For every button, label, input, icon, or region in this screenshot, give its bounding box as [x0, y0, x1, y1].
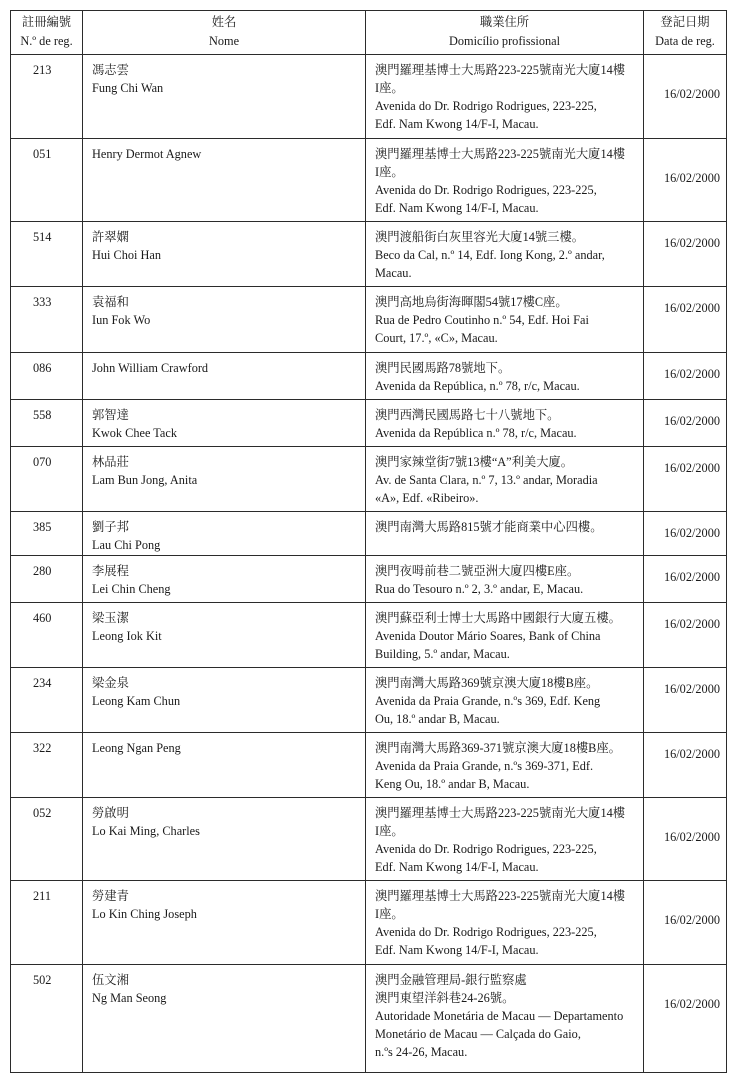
table-row [11, 222, 727, 287]
name-chinese: 李展程 [92, 564, 129, 578]
header-name-cn: 姓名 [211, 15, 237, 29]
name-cell [83, 881, 366, 965]
header-date-pt: Data de reg. [655, 34, 715, 48]
address-cell [366, 668, 644, 733]
address-line: Autoridade Monetária de Macau — Departamento [375, 1009, 624, 1023]
registry-rows [11, 55, 727, 1073]
address-cell [366, 512, 644, 556]
address-line: I座。 [375, 907, 404, 921]
address-line: I座。 [375, 824, 404, 838]
address-cell [366, 798, 644, 881]
reg-number: 051 [11, 139, 83, 222]
reg-number: 280 [11, 556, 83, 603]
address-cell [366, 556, 644, 603]
registration-date: 16/02/2000 [644, 881, 727, 965]
header-reg-cn: 註冊編號 [21, 15, 72, 29]
name-chinese: 劉子邦 [92, 520, 129, 534]
name-chinese: 梁金泉 [92, 676, 129, 690]
address-line: 澳門金融管理局-銀行監察處 [375, 973, 527, 987]
table-row [11, 512, 727, 556]
name-latin: Leong Iok Kit [92, 629, 162, 643]
address-line: 澳門夜呣前巷二號亞洲大廈四樓E座。 [375, 564, 580, 578]
table-row [11, 287, 727, 353]
name-latin: Ng Man Seong [92, 991, 167, 1005]
address-line: Avenida da República n.º 78, r/c, Macau. [375, 426, 577, 440]
address-line: 澳門東望洋斜巷24-26號。 [375, 991, 515, 1005]
address-cell [366, 139, 644, 222]
address-line: Court, 17.º, «C», Macau. [375, 331, 498, 345]
address-line: 澳門南灣大馬路369-371號京澳大廈18樓B座。 [375, 741, 621, 755]
name-cell [83, 798, 366, 881]
address-line: Ou, 18.º andar B, Macau. [375, 712, 500, 726]
name-cell [83, 512, 366, 556]
header-date-cn: 登記日期 [660, 15, 710, 29]
table-row [11, 55, 727, 139]
table-row [11, 353, 727, 400]
address-line: Macau. [375, 266, 412, 280]
name-cell [83, 447, 366, 512]
header-reg [11, 11, 83, 55]
registration-date: 16/02/2000 [644, 668, 727, 733]
header-name [83, 11, 366, 55]
registration-date: 16/02/2000 [644, 55, 727, 139]
address-line: n.ºs 24-26, Macau. [375, 1045, 468, 1059]
reg-number: 558 [11, 400, 83, 447]
name-chinese: 林品莊 [92, 455, 129, 469]
address-cell [366, 881, 644, 965]
address-line: I座。 [375, 81, 404, 95]
address-line: Avenida da Praia Grande, n.ºs 369-371, Edf. [375, 759, 594, 773]
name-chinese: 許翠嫻 [92, 230, 129, 244]
name-cell [83, 556, 366, 603]
registration-date: 16/02/2000 [644, 512, 727, 556]
name-cell [83, 55, 366, 139]
name-latin: Iun Fok Wo [92, 313, 151, 327]
address-line: Building, 5.º andar, Macau. [375, 647, 510, 661]
registration-date: 16/02/2000 [644, 556, 727, 603]
address-line: 澳門羅理基博士大馬路223-225號南光大廈14樓 [375, 806, 626, 820]
address-cell [366, 287, 644, 353]
address-line: Monetário de Macau — Calçada do Gaio, [375, 1027, 581, 1041]
name-cell [83, 222, 366, 287]
header-name-pt: Nome [208, 34, 240, 48]
address-line: Av. de Santa Clara, n.º 7, 13.º andar, Moradia [375, 473, 598, 487]
header-reg-pt: N.º de reg. [20, 34, 73, 48]
table-row [11, 400, 727, 447]
address-line: Edf. Nam Kwong 14/F-I, Macau. [375, 943, 539, 957]
name-latin: Hui Choi Han [92, 248, 161, 262]
table-row [11, 733, 727, 798]
address-line: I座。 [375, 165, 404, 179]
address-cell [366, 447, 644, 512]
table-row [11, 603, 727, 668]
name-chinese: 郭智達 [92, 408, 129, 422]
reg-number: 322 [11, 733, 83, 798]
registry-table [10, 10, 727, 1073]
table-row [11, 668, 727, 733]
address-line: 澳門高地烏街海暉閣54號17樓C座。 [375, 295, 568, 309]
reg-number: 211 [11, 881, 83, 965]
name-latin: Lo Kai Ming, Charles [92, 824, 200, 838]
address-line: Avenida do Dr. Rodrigo Rodrigues, 223-225, [375, 925, 597, 939]
table-row [11, 798, 727, 881]
name-cell [83, 733, 366, 798]
name-cell [83, 668, 366, 733]
reg-number: 333 [11, 287, 83, 353]
registration-date: 16/02/2000 [644, 798, 727, 881]
address-line: Keng Ou, 18.º andar B, Macau. [375, 777, 530, 791]
name-latin: Lo Kin Ching Joseph [92, 907, 197, 921]
name-chinese: 勞啟明 [92, 806, 129, 820]
reg-number: 213 [11, 55, 83, 139]
name-latin: Leong Ngan Peng [92, 741, 181, 755]
address-cell [366, 222, 644, 287]
name-chinese: 梁玉潔 [92, 611, 129, 625]
reg-number: 070 [11, 447, 83, 512]
registration-date: 16/02/2000 [644, 287, 727, 353]
address-cell [366, 353, 644, 400]
name-latin: Lei Chin Cheng [92, 582, 171, 596]
reg-number: 502 [11, 965, 83, 1073]
reg-number: 234 [11, 668, 83, 733]
address-line: 澳門民國馬路78號地下。 [375, 361, 511, 375]
address-line: 澳門羅理基博士大馬路223-225號南光大廈14樓 [375, 63, 626, 77]
address-line: 澳門蘇亞利士博士大馬路中國銀行大廈五樓。 [375, 611, 621, 625]
address-cell [366, 965, 644, 1073]
address-line: Avenida do Dr. Rodrigo Rodrigues, 223-225, [375, 842, 597, 856]
reg-number: 385 [11, 512, 83, 556]
registration-date: 16/02/2000 [644, 139, 727, 222]
address-cell [366, 55, 644, 139]
address-line: Avenida da Praia Grande, n.ºs 369, Edf. Keng [375, 694, 601, 708]
table-row [11, 139, 727, 222]
address-line: Avenida Doutor Mário Soares, Bank of China [375, 629, 601, 643]
header-row [11, 11, 727, 55]
address-line: Edf. Nam Kwong 14/F-I, Macau. [375, 860, 539, 874]
address-line: Avenida do Dr. Rodrigo Rodrigues, 223-225, [375, 183, 597, 197]
registration-date: 16/02/2000 [644, 222, 727, 287]
name-cell [83, 139, 366, 222]
name-chinese: 袁福和 [92, 295, 129, 309]
name-latin: Lau Chi Pong [92, 538, 161, 552]
table-row [11, 881, 727, 965]
name-cell [83, 965, 366, 1073]
address-line: 澳門南灣大馬路369號京澳大廈18樓B座。 [375, 676, 599, 690]
address-line: Rua de Pedro Coutinho n.º 54, Edf. Hoi Fai [375, 313, 589, 327]
address-line: Avenida do Dr. Rodrigo Rodrigues, 223-225, [375, 99, 597, 113]
table-row [11, 965, 727, 1073]
address-cell [366, 400, 644, 447]
table-row [11, 447, 727, 512]
address-line: 澳門家辣堂街7號13樓“A”利美大廈。 [375, 455, 574, 469]
registration-date: 16/02/2000 [644, 400, 727, 447]
address-line: Edf. Nam Kwong 14/F-I, Macau. [375, 117, 539, 131]
reg-number: 086 [11, 353, 83, 400]
registration-date: 16/02/2000 [644, 447, 727, 512]
address-line: 澳門南灣大馬路815號才能商業中心四樓。 [375, 520, 603, 534]
address-cell [366, 603, 644, 668]
reg-number: 052 [11, 798, 83, 881]
name-cell [83, 353, 366, 400]
registration-date: 16/02/2000 [644, 353, 727, 400]
name-latin: John William Crawford [92, 361, 209, 375]
reg-number: 514 [11, 222, 83, 287]
name-latin: Kwok Chee Tack [92, 426, 177, 440]
address-line: Rua do Tesouro n.º 2, 3.º andar, E, Macau. [375, 582, 584, 596]
address-cell [366, 733, 644, 798]
header-date [644, 11, 727, 55]
name-latin: Lam Bun Jong, Anita [92, 473, 198, 487]
reg-number: 460 [11, 603, 83, 668]
table-row [11, 556, 727, 603]
name-cell [83, 400, 366, 447]
address-line: Avenida da República, n.º 78, r/c, Macau. [375, 379, 580, 393]
name-latin: Henry Dermot Agnew [92, 147, 202, 161]
name-cell [83, 603, 366, 668]
name-chinese: 馮志雲 [92, 63, 129, 77]
registration-date: 16/02/2000 [644, 733, 727, 798]
name-chinese: 勞建青 [92, 889, 129, 903]
header-address [366, 11, 644, 55]
header-address-cn: 職業住所 [479, 15, 530, 29]
address-line: Edf. Nam Kwong 14/F-I, Macau. [375, 201, 539, 215]
address-line: 澳門羅理基博士大馬路223-225號南光大廈14樓 [375, 147, 626, 161]
address-line: 澳門渡船街白灰里容光大廈14號三樓。 [375, 230, 585, 244]
address-line: 澳門羅理基博士大馬路223-225號南光大廈14樓 [375, 889, 626, 903]
name-cell [83, 287, 366, 353]
registration-date: 16/02/2000 [644, 965, 727, 1073]
name-latin: Leong Kam Chun [92, 694, 181, 708]
address-line: «A», Edf. «Ribeiro». [375, 491, 479, 505]
address-line: 澳門西灣民國馬路七十八號地下。 [375, 408, 560, 422]
header-address-pt: Domicílio profissional [448, 34, 560, 48]
name-chinese: 伍文湘 [92, 973, 129, 987]
name-latin: Fung Chi Wan [92, 81, 164, 95]
address-line: Beco da Cal, n.º 14, Edf. Iong Kong, 2.º andar, [375, 248, 605, 262]
registration-date: 16/02/2000 [644, 603, 727, 668]
